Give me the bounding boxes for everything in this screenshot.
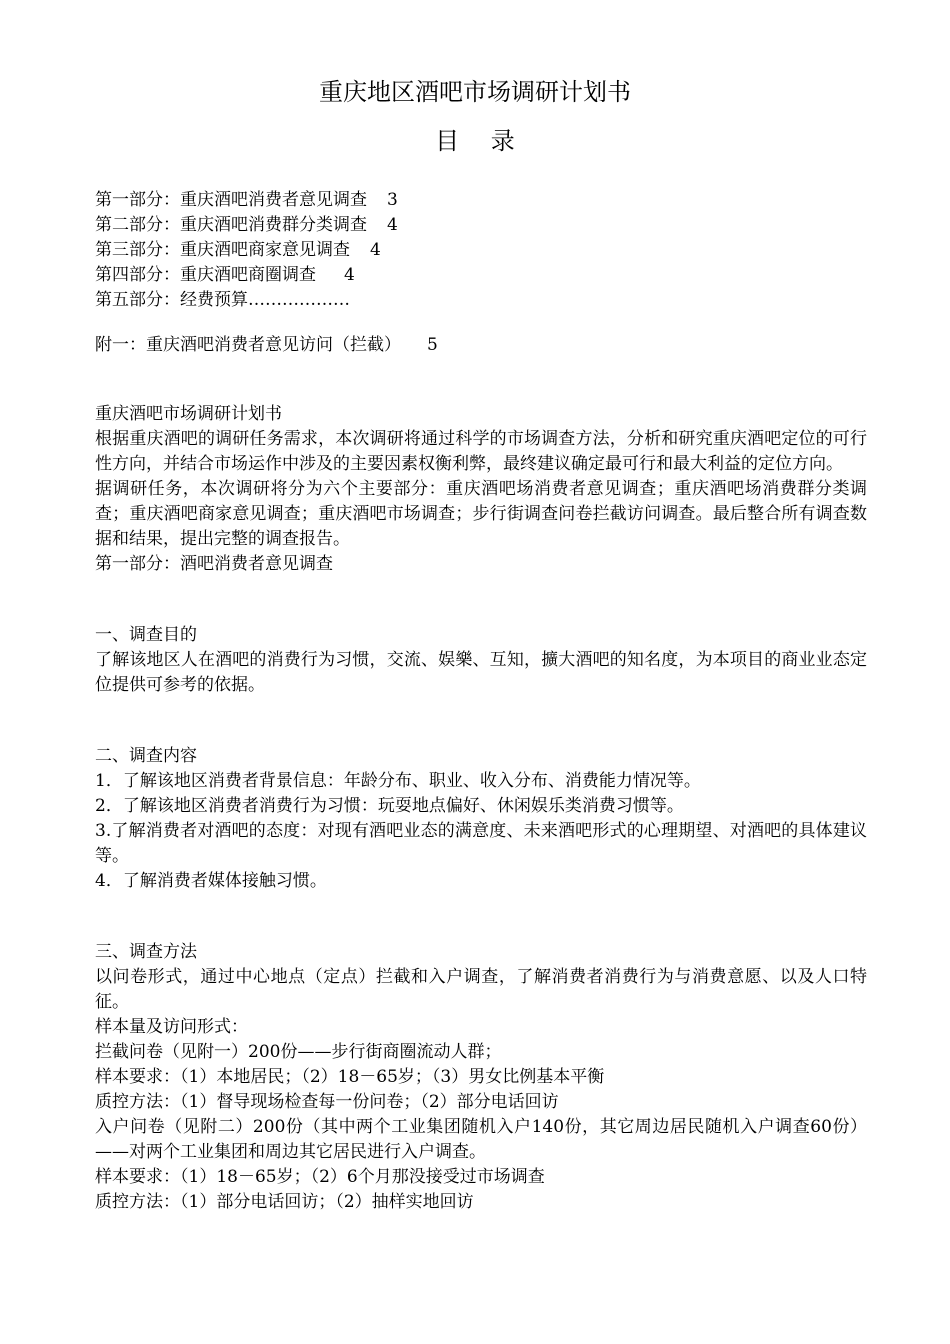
toc-item-1: 第一部分：重庆酒吧消费者意见调查 3 [95,188,867,213]
section1-body: 了解该地区人在酒吧的消费行为习惯，交流、娱樂、互知，擴大酒吧的知名度，为本项目的商业业态定位提供可参考的依据。 [95,650,867,695]
section3-heading: 三、调查方法 [95,942,197,962]
section3-line: 样本要求：（1）本地居民；（2）18－65岁；（3）男女比例基本平衡 [95,1067,605,1087]
toc-item-5: 第五部分：经费预算……………… [95,290,350,310]
toc-page-number: 4 [344,265,355,285]
toc-page-number: 3 [387,190,398,210]
toc-appendix: 附一：重庆酒吧消费者意见访问（拦截） 5 [95,333,867,358]
section2-item: 3.了解消费者对酒吧的态度：对现有酒吧业态的满意度、未来酒吧形式的心理期望、对酒吧的具体建议等。 [95,821,867,866]
section3-line: 质控方法：（1）督导现场检查每一份问卷；（2）部分电话回访 [95,1092,559,1112]
section2-heading: 二、调查内容 [95,746,197,766]
section3-line: 质控方法：（1）部分电话回访；（2）抽样实地回访 [95,1192,474,1212]
intro-heading: 重庆酒吧市场调研计划书 [95,404,282,424]
intro-paragraph-2: 据调研任务，本次调研将分为六个主要部分：重庆酒吧场消费者意见调查；重庆酒吧场消费群分类调查；重庆酒吧商家意见调查；重庆酒吧市场调查；步行街调查问卷拦截访问调查。最后整合所有调查数据和结果，提出完整的调查报告。 [95,479,867,549]
document-body [95,188,867,1215]
section2-item: 2．了解该地区消费者消费行为习惯：玩耍地点偏好、休闲娱乐类消费习惯等。 [95,796,684,816]
intro-paragraph-1: 根据重庆酒吧的调研任务需求，本次调研将通过科学的市场调查方法，分析和研究重庆酒吧定位的可行性方向，并结合市场运作中涉及的主要因素权衡利弊，最终建议确定最可行和最大利益的定位方向。 [95,429,867,474]
toc-page-number: 4 [370,240,381,260]
section3-line: 入户问卷（见附二）200份（其中两个工业集团随机入户140份，其它周边居民随机入户调查60份）——对两个工业集团和周边其它居民进行入户调查。 [95,1117,867,1162]
toc-heading: 目 录 [435,127,527,155]
document-title: 重庆地区酒吧市场调研计划书 [319,78,631,106]
toc-item-3: 第三部分：重庆酒吧商家意见调查 4 [95,238,867,263]
section3-line: 拦截问卷（见附一）200份——步行街商圈流动人群； [95,1042,502,1062]
section1-heading: 一、调查目的 [95,625,197,645]
section2-item: 4．了解消费者媒体接触习惯。 [95,871,327,891]
toc-page-number: 5 [427,335,438,355]
section3-line: 样本量及访问形式： [95,1017,248,1037]
section3-line: 以问卷形式，通过中心地点（定点）拦截和入户调查，了解消费者消费行为与消费意愿、以及人口特征。 [95,967,867,1012]
toc-page-number: 4 [387,215,398,235]
section3-line: 样本要求：（1）18－65岁；（2）6个月那没接受过市场调查 [95,1167,545,1187]
section2-item: 1．了解该地区消费者背景信息：年龄分布、职业、收入分布、消费能力情况等。 [95,771,701,791]
part1-heading: 第一部分：酒吧消费者意见调查 [95,554,333,574]
table-of-contents [95,188,867,313]
toc-item-4: 第四部分：重庆酒吧商圈调查 4 [95,263,867,288]
toc-item-2: 第二部分：重庆酒吧消费群分类调查 4 [95,213,867,238]
